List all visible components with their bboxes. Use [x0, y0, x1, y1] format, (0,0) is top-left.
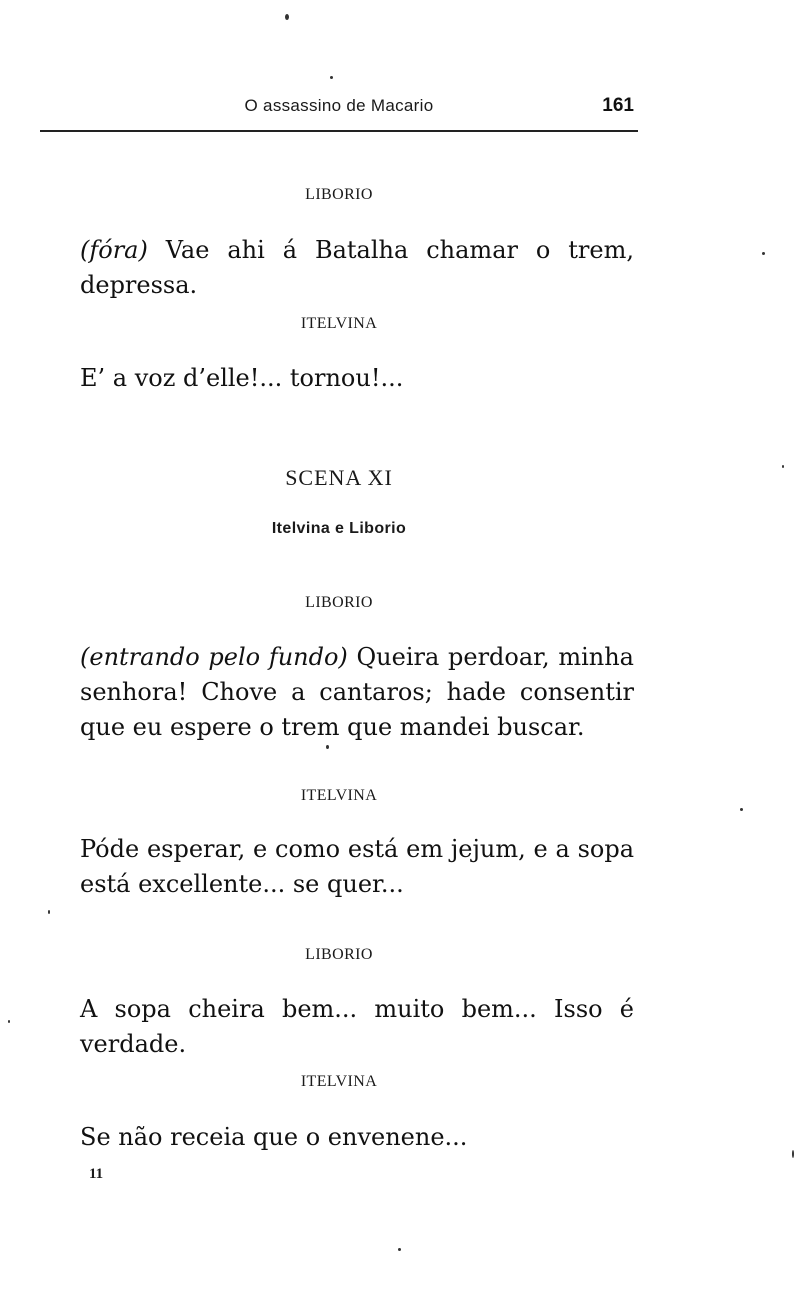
- scan-speck: [398, 1248, 401, 1251]
- scan-speck: [762, 252, 765, 255]
- speech-text: E’ a voz d’elle!... tornou!...: [80, 364, 404, 392]
- page-header: [40, 96, 638, 126]
- scene-title: SCENA XI: [285, 465, 393, 490]
- speaker-name: ITELVINA: [300, 787, 378, 804]
- speech-text: Se não receia que o envenene...: [80, 1123, 468, 1151]
- speaker-name: LIBORIO: [305, 946, 373, 963]
- header-rule: [40, 130, 638, 132]
- scan-speck: [48, 910, 50, 914]
- speech-line: Vae ahi á Batalha chamar o trem, depressa.: [80, 236, 634, 299]
- page-number: 161: [602, 95, 634, 116]
- speaker-name: ITELVINA: [300, 315, 378, 332]
- scan-speck: [330, 76, 333, 79]
- scan-speck: [740, 808, 743, 811]
- scan-speck: [326, 745, 329, 749]
- stage-direction: (entrando pelo fundo): [80, 643, 348, 671]
- signature-mark: 11: [89, 1166, 104, 1182]
- scan-speck: [792, 1150, 794, 1158]
- speaker-name: ITELVINA: [300, 1073, 378, 1090]
- speaker-name: LIBORIO: [305, 186, 373, 203]
- speech-text: [80, 233, 634, 303]
- speaker-name: LIBORIO: [305, 594, 373, 611]
- speech-text: A sopa cheira bem... muito bem... Isso é verdade.: [80, 995, 634, 1058]
- scan-speck: [285, 14, 289, 20]
- scan-speck: [782, 465, 784, 468]
- speech-text: Póde esperar, e como está em jejum, e a sopa está excellente... se quer...: [80, 835, 634, 898]
- running-title: O assassino de Macario: [244, 96, 434, 115]
- stage-direction: (fóra): [80, 236, 148, 264]
- speech-line: Queira perdoar, minha senhora! Chove a cantaros; hade consentir que eu espere o trem que mandei buscar.: [80, 643, 634, 741]
- scene-cast: Itelvina e Liborio: [271, 520, 407, 537]
- scan-speck: [8, 1020, 10, 1023]
- speech-text: [80, 640, 634, 745]
